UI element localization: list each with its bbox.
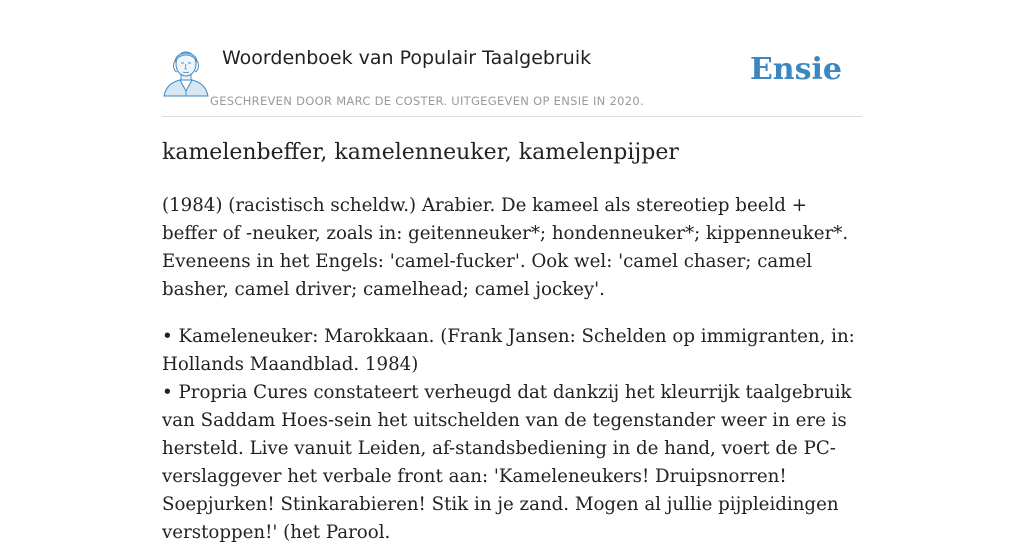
- entry-content: [162, 192, 862, 547]
- entry-citation-1: • Kameleneuker: Marokkaan. (Frank Jansen: Schelden op immigranten, in: Hollands Maandblad. 1984): [162, 326, 855, 375]
- book-header: [162, 40, 862, 117]
- ensie-logo[interactable]: Ensie: [749, 52, 842, 87]
- entry-title: kamelenbeffer, kamelenneuker, kamelenpijper: [162, 140, 679, 165]
- entry-definition: (1984) (racistisch scheldw.) Arabier. De kameel als stereotiep beeld + beffer of -neuker, zoals in: geitenneuker*; hondenneuker*; kippenneuker*. Eveneens in het Engels: 'camel-fucker'. Ook wel: 'camel chaser; camel basher, camel driver; camelhead; camel jockey'.: [162, 195, 849, 300]
- entry-citation-2: • Propria Cures constateert verheugd dat dankzij het kleurrijk taalgebruik van Saddam Hoes-sein het uitschelden van de tegenstander weer in ere is hersteld. Live vanuit Leiden, af-standsbediening in de hand, voert de PC-verslaggever het verbale front aan: 'Kameleneukers! Druipsnorren! Soepjurken! Stinkarabieren! Stik in je zand. Mogen al jullie pijpleidingen verstoppen!' (het Parool.: [162, 382, 852, 543]
- portrait-sketch-icon[interactable]: [162, 45, 210, 97]
- book-title[interactable]: Woordenboek van Populair Taalgebruik: [222, 47, 592, 69]
- author-byline: GESCHREVEN DOOR MARC DE COSTER. UITGEGEVEN OP ENSIE IN 2020.: [210, 94, 644, 108]
